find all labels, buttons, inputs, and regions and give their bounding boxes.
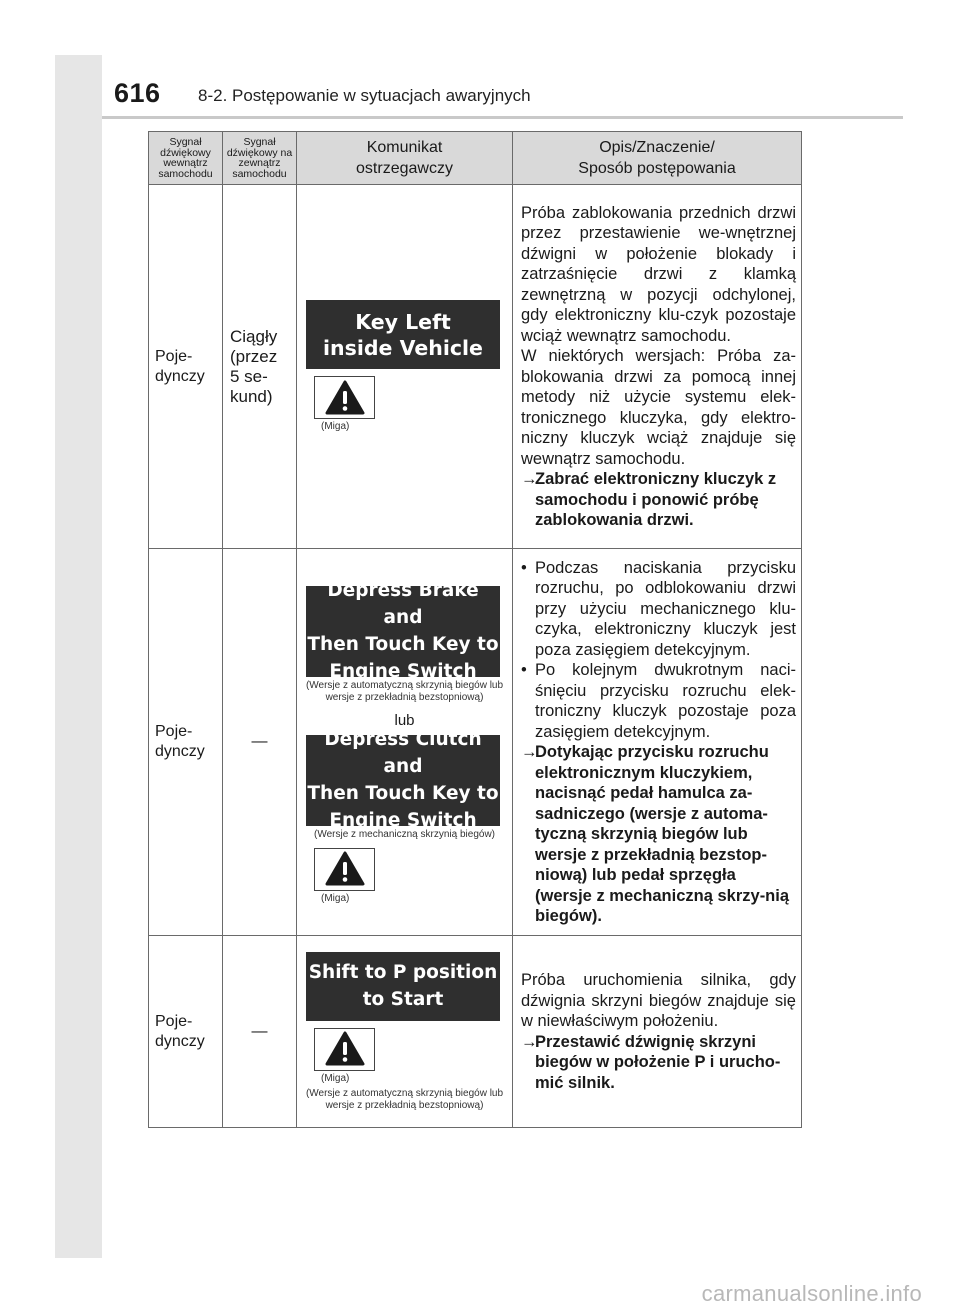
table-row — [149, 549, 802, 936]
header-description-line2: Sposób postępowania — [578, 160, 736, 177]
description-paragraph: W niektórych wersjach: Próba za-blokowania drzwi za pomocą innej metody niż użycie systemu elek-tronicznego kluczyka, gdy elektro-niczny kluczyk wciąż znajduje się wewnątrz samochodu. — [521, 347, 796, 468]
warning-display-depress-clutch — [306, 729, 500, 831]
bullet-text: Po kolejnym dwukrotnym naci-śnięciu przycisku rozruchu elek-troniczny kluczyk pozostaje poza zasięgiem detekcyjnym. — [535, 661, 796, 741]
header-message-line1: Komunikat — [366, 139, 443, 156]
header-description — [513, 132, 802, 185]
page-header — [102, 78, 903, 116]
table-row — [149, 936, 802, 1128]
outside-beep-value: Ciągły (przez 5 se-kund) — [230, 326, 278, 406]
bullet-item — [521, 558, 796, 661]
warning-display-depress-brake — [306, 580, 500, 682]
message-cell — [297, 185, 513, 549]
warning-display-key-left — [306, 300, 500, 369]
blink-caption: (Miga) — [321, 892, 350, 904]
description-paragraph: Próba zablokowania przednich drzwi przez przestawienie we-wnętrznej dźwigni w położenie blokady i zatrzaśnięcie drzwi z klamką zewnętrzną w pozycji odchylonej, gdy elektroniczny klu-czyk pozostaje wciąż wewnątrz samochodu. — [521, 203, 796, 345]
arrow-icon: → — [521, 743, 538, 761]
table-row — [149, 185, 802, 549]
outside-beep-cell — [223, 936, 297, 1128]
header-inside-beep: Sygnał dźwiękowy wewnątrz samochodu — [149, 132, 223, 185]
warning-triangle-icon — [314, 1028, 375, 1071]
action-instruction — [521, 469, 796, 531]
variant-caption: (Wersje z mechaniczną skrzynią biegów) — [314, 828, 495, 840]
action-text: Dotykając przycisku rozruchu elektronicznym kluczykiem, nacisnąć pedał hamulca za-sadniczego (wersje z automa-tyczną skrzynią biegów lub wersje z przekładnią bezstop-niową) lub pedał sprzęgła (wersje z mechaniczną skrzy-nią biegów). — [535, 743, 790, 925]
display-line: Engine Switch — [329, 661, 477, 682]
variant-caption: (Wersje z automatyczną skrzynią biegów lub wersje z przekładnią bezstopniową) — [305, 679, 504, 703]
display-line: Then Touch Key to — [307, 783, 499, 804]
action-text: Przestawić dźwignię skrzyni biegów w położenie P i urucho-mić silnik. — [535, 1032, 781, 1092]
message-cell — [297, 936, 513, 1128]
bullet-text: Podczas naciskania przycisku rozruchu, po odblokowaniu drzwi przy użyciu mechanicznego klu-czyka, elektroniczny kluczyk jest poza zasięgiem detekcyjnym. — [535, 558, 796, 659]
inside-beep-cell — [149, 185, 223, 549]
variant-caption: (Wersje z automatyczną skrzynią biegów lub wersje z przekładnią bezstopniową) — [305, 1087, 504, 1111]
header-message — [297, 132, 513, 185]
action-instruction — [521, 1032, 796, 1094]
display-line: Key Left — [355, 309, 451, 334]
inside-beep-value: Poje-dynczy — [155, 1012, 205, 1050]
watermark: carmanualsonline.info — [701, 1281, 922, 1306]
inside-beep-cell — [149, 936, 223, 1128]
display-line: Shift to P position — [308, 962, 498, 983]
header-message-line2: ostrzegawczy — [356, 160, 453, 177]
outside-beep-cell — [223, 549, 297, 936]
warning-display-shift-to-p — [306, 952, 500, 1021]
description-cell — [513, 936, 802, 1128]
warning-triangle-icon — [314, 848, 375, 891]
warning-table — [148, 131, 802, 1128]
message-cell — [297, 549, 513, 936]
header-description-line1: Opis/Znaczenie/ — [599, 139, 715, 156]
warning-triangle-icon — [314, 376, 375, 419]
inside-beep-value: Poje-dynczy — [155, 347, 205, 385]
section-title: 8-2. Postępowanie w sytuacjach awaryjnych — [198, 86, 531, 105]
bullet-marker: • — [521, 661, 527, 679]
display-line: Engine Switch — [329, 810, 477, 831]
inside-beep-value: Poje-dynczy — [155, 723, 205, 760]
description-paragraph: Próba uruchomienia silnika, gdy dźwignia skrzyni biegów znajduje się w niewłaściwym położeniu. — [521, 971, 796, 1030]
bullet-item — [521, 660, 796, 742]
display-line: Depress Brake and — [327, 580, 479, 628]
description-cell — [513, 185, 802, 549]
arrow-icon: → — [521, 1032, 538, 1051]
outside-beep-value: — — [251, 1022, 268, 1040]
header-divider — [102, 116, 903, 119]
action-instruction — [521, 742, 796, 927]
page-number: 616 — [114, 78, 161, 108]
outside-beep-cell — [223, 185, 297, 549]
description-cell — [513, 549, 802, 936]
blink-caption: (Miga) — [321, 1072, 350, 1084]
left-margin-bar — [55, 55, 102, 1258]
display-line: Then Touch Key to — [307, 634, 499, 655]
header-outside-beep: Sygnał dźwiękowy na zewnątrz samochodu — [223, 132, 297, 185]
display-line: inside Vehicle — [323, 335, 483, 360]
arrow-icon: → — [521, 470, 538, 488]
table-header-row — [149, 132, 802, 185]
inside-beep-cell — [149, 549, 223, 936]
outside-beep-value: — — [251, 733, 268, 750]
display-line: to Start — [362, 989, 444, 1010]
action-text: Zabrać elektroniczny kluczyk z samochodu i ponowić próbę zablokowania drzwi. — [535, 470, 777, 529]
bullet-marker: • — [521, 558, 527, 577]
display-line: Depress Clutch and — [324, 729, 482, 777]
blink-caption: (Miga) — [321, 421, 350, 432]
or-label: lub — [394, 711, 415, 729]
